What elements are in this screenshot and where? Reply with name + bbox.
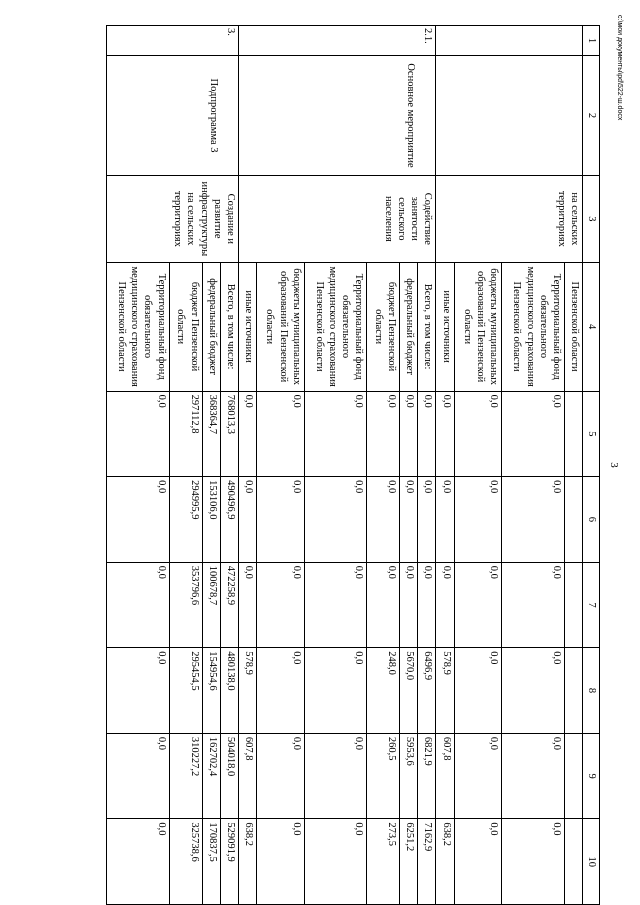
value-cell: 578,9 xyxy=(238,648,256,734)
value-cell: 368364,7 xyxy=(202,391,220,477)
value-cell: 0,0 xyxy=(257,562,305,648)
measure-name-cell xyxy=(436,56,583,176)
row-number-cell xyxy=(436,26,583,56)
value-cell: 0,0 xyxy=(436,477,454,563)
value-cell: 5670,0 xyxy=(400,648,418,734)
value-cell: 0,0 xyxy=(367,477,400,563)
value-cell: 0,0 xyxy=(238,477,256,563)
value-cell: 0,0 xyxy=(107,819,170,905)
value-cell: 490496,9 xyxy=(220,477,238,563)
value-cell: 0,0 xyxy=(502,477,565,563)
value-cell: 0,0 xyxy=(454,648,502,734)
measure-name-cell: Основное мероприятие xyxy=(238,56,436,176)
table-row xyxy=(564,26,582,905)
table-row xyxy=(220,26,238,905)
value-cell: 0,0 xyxy=(238,391,256,477)
value-cell: 607,8 xyxy=(436,733,454,819)
column-header: 7 xyxy=(583,562,600,648)
column-header: 5 xyxy=(583,391,600,477)
value-cell: 297112,8 xyxy=(169,391,202,477)
column-header: 9 xyxy=(583,733,600,819)
value-cell: 6496,9 xyxy=(418,648,436,734)
value-cell: 504018,0 xyxy=(220,733,238,819)
value-cell: 0,0 xyxy=(400,562,418,648)
column-header: 8 xyxy=(583,648,600,734)
value-cell: 529091,9 xyxy=(220,819,238,905)
funding-source-cell: бюджеты муниципальных образований Пензенской области xyxy=(257,262,305,391)
value-cell: 0,0 xyxy=(257,819,305,905)
value-cell: 0,0 xyxy=(304,733,367,819)
value-cell: 0,0 xyxy=(107,477,170,563)
value-cell xyxy=(564,391,582,477)
row-number-cell: 2.1. xyxy=(238,26,436,56)
funding-source-cell: Территориальный фонд обязательного медицинского страхования Пензенской области xyxy=(502,262,565,391)
value-cell: 0,0 xyxy=(418,562,436,648)
value-cell: 260,5 xyxy=(367,733,400,819)
funding-source-cell: Всего, в том числе: xyxy=(220,262,238,391)
funding-source-cell: Территориальный фонд обязательного медицинского страхования Пензенской области xyxy=(107,262,170,391)
value-cell xyxy=(564,733,582,819)
value-cell: 578,9 xyxy=(436,648,454,734)
value-cell: 154954,6 xyxy=(202,648,220,734)
value-cell: 607,8 xyxy=(238,733,256,819)
value-cell: 6251,2 xyxy=(400,819,418,905)
value-cell: 0,0 xyxy=(304,391,367,477)
file-path-footer: c:\мои документы\pd\522-ш.docx xyxy=(616,15,623,121)
value-cell: 638,2 xyxy=(238,819,256,905)
value-cell: 0,0 xyxy=(436,391,454,477)
table-row xyxy=(418,26,436,905)
value-cell xyxy=(564,562,582,648)
value-cell: 638,2 xyxy=(436,819,454,905)
value-cell: 0,0 xyxy=(304,562,367,648)
funding-source-cell: бюджеты муниципальных образований Пензенской области xyxy=(454,262,502,391)
measure-description-cell: на сельских территориях xyxy=(436,176,583,263)
value-cell: 0,0 xyxy=(502,819,565,905)
value-cell: 0,0 xyxy=(257,391,305,477)
value-cell: 170837,5 xyxy=(202,819,220,905)
value-cell: 0,0 xyxy=(400,391,418,477)
value-cell: 768013,3 xyxy=(220,391,238,477)
value-cell: 0,0 xyxy=(454,477,502,563)
value-cell: 0,0 xyxy=(454,562,502,648)
funding-source-cell: бюджет Пензенской области xyxy=(367,262,400,391)
funding-source-cell: Всего, в том числе: xyxy=(418,262,436,391)
measure-description-cell: Содействие занятости сельского населения xyxy=(238,176,436,263)
value-cell: 472258,9 xyxy=(220,562,238,648)
value-cell: 310227,2 xyxy=(169,733,202,819)
value-cell: 0,0 xyxy=(257,733,305,819)
value-cell: 6821,9 xyxy=(418,733,436,819)
funding-source-cell: бюджет Пензенской области xyxy=(169,262,202,391)
column-header: 3 xyxy=(583,176,600,263)
value-cell: 0,0 xyxy=(367,391,400,477)
measure-description-cell: Создание и развитие инфраструктуры на сельских территориях xyxy=(107,176,239,263)
column-header: 2 xyxy=(583,56,600,176)
value-cell: 0,0 xyxy=(454,819,502,905)
value-cell: 0,0 xyxy=(107,391,170,477)
value-cell xyxy=(564,819,582,905)
funding-source-cell: иные источники xyxy=(238,262,256,391)
value-cell: 480138,0 xyxy=(220,648,238,734)
funding-source-cell: Территориальный фонд обязательного медицинского страхования Пензенской области xyxy=(304,262,367,391)
value-cell: 0,0 xyxy=(502,733,565,819)
value-cell: 248,0 xyxy=(367,648,400,734)
value-cell: 273,5 xyxy=(367,819,400,905)
value-cell: 0,0 xyxy=(367,562,400,648)
value-cell: 162702,4 xyxy=(202,733,220,819)
value-cell: 0,0 xyxy=(454,733,502,819)
value-cell: 0,0 xyxy=(418,391,436,477)
value-cell: 0,0 xyxy=(436,562,454,648)
value-cell: 0,0 xyxy=(107,733,170,819)
column-header: 6 xyxy=(583,477,600,563)
funding-source-cell: иные источники xyxy=(436,262,454,391)
value-cell xyxy=(564,648,582,734)
value-cell: 0,0 xyxy=(502,562,565,648)
value-cell: 0,0 xyxy=(454,391,502,477)
value-cell: 0,0 xyxy=(257,648,305,734)
value-cell: 353796,6 xyxy=(169,562,202,648)
value-cell: 0,0 xyxy=(502,648,565,734)
header-row xyxy=(583,26,600,905)
value-cell: 0,0 xyxy=(107,562,170,648)
value-cell: 100678,7 xyxy=(202,562,220,648)
row-number-cell: 3. xyxy=(107,26,239,56)
value-cell: 294995,9 xyxy=(169,477,202,563)
value-cell: 295454,5 xyxy=(169,648,202,734)
value-cell: 5953,6 xyxy=(400,733,418,819)
value-cell: 153106,0 xyxy=(202,477,220,563)
rotated-table-area xyxy=(0,15,623,905)
column-header: 1 xyxy=(583,26,600,56)
value-cell: 0,0 xyxy=(257,477,305,563)
program-table xyxy=(106,25,600,905)
funding-source-cell: федеральный бюджет xyxy=(400,262,418,391)
column-header: 4 xyxy=(583,262,600,391)
page-number: 3 xyxy=(608,462,620,468)
funding-source-cell: Пензенской области xyxy=(564,262,582,391)
value-cell: 0,0 xyxy=(400,477,418,563)
value-cell: 0,0 xyxy=(304,819,367,905)
value-cell: 0,0 xyxy=(304,477,367,563)
value-cell: 325738,6 xyxy=(169,819,202,905)
value-cell: 7162,9 xyxy=(418,819,436,905)
value-cell: 0,0 xyxy=(238,562,256,648)
value-cell: 0,0 xyxy=(304,648,367,734)
measure-name-cell: Подпрограмма 3 xyxy=(107,56,239,176)
value-cell: 0,0 xyxy=(107,648,170,734)
value-cell: 0,0 xyxy=(418,477,436,563)
value-cell: 0,0 xyxy=(502,391,565,477)
column-header: 10 xyxy=(583,819,600,905)
funding-source-cell: федеральный бюджет xyxy=(202,262,220,391)
value-cell xyxy=(564,477,582,563)
